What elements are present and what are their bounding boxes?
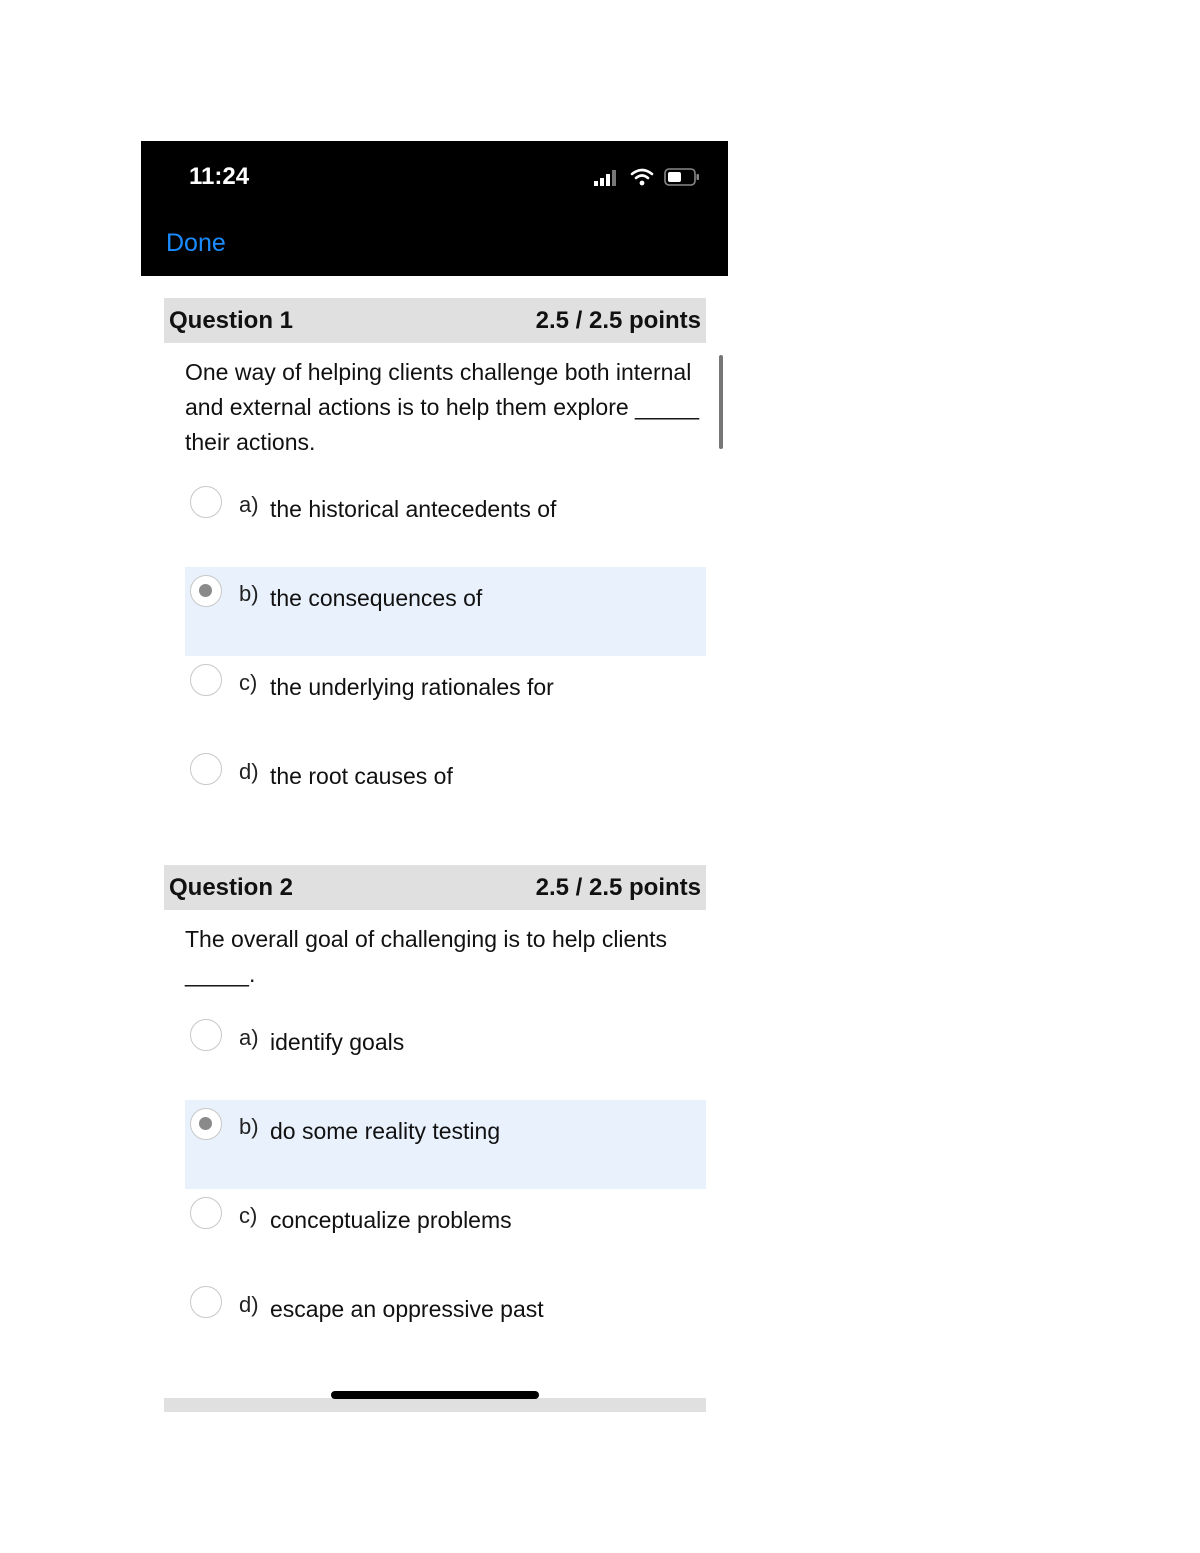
option-text: the historical antecedents of bbox=[270, 496, 557, 522]
question-2-option-a[interactable] bbox=[185, 1011, 706, 1100]
question-2-option-d[interactable] bbox=[185, 1278, 706, 1367]
question-title: Question 2 bbox=[169, 873, 294, 901]
option-text: the underlying rationales for bbox=[270, 674, 554, 700]
radio-button[interactable] bbox=[190, 1286, 222, 1318]
radio-button[interactable] bbox=[190, 1019, 222, 1051]
option-text: do some reality testing bbox=[270, 1118, 501, 1144]
question-1-header bbox=[164, 298, 706, 343]
option-text: the consequences of bbox=[270, 585, 483, 611]
phone-status-header bbox=[141, 141, 728, 276]
question-2-header bbox=[164, 865, 706, 910]
radio-button-selected[interactable] bbox=[190, 575, 222, 607]
option-letter: b) bbox=[239, 581, 259, 606]
option-text: conceptualize problems bbox=[270, 1207, 512, 1233]
question-title: Question 1 bbox=[169, 306, 294, 334]
option-letter: c) bbox=[239, 1203, 258, 1228]
option-letter: a) bbox=[239, 492, 259, 517]
option-letter: c) bbox=[239, 670, 258, 695]
option-text: identify goals bbox=[270, 1029, 405, 1055]
next-question-header-partial bbox=[164, 1398, 706, 1412]
status-icons bbox=[594, 165, 700, 189]
done-button[interactable]: Done bbox=[166, 229, 226, 257]
option-letter: a) bbox=[239, 1025, 259, 1050]
home-indicator[interactable] bbox=[331, 1391, 539, 1399]
option-letter: d) bbox=[239, 1292, 259, 1317]
radio-button[interactable] bbox=[190, 1197, 222, 1229]
radio-button-selected[interactable] bbox=[190, 1108, 222, 1140]
radio-button[interactable] bbox=[190, 664, 222, 696]
question-points: 2.5 / 2.5 points bbox=[535, 306, 701, 334]
question-2-option-b[interactable] bbox=[185, 1100, 706, 1189]
option-letter: d) bbox=[239, 759, 259, 784]
question-1-option-a[interactable] bbox=[185, 478, 706, 567]
signal-icon bbox=[594, 168, 620, 186]
question-1-option-d[interactable] bbox=[185, 745, 706, 834]
option-text: escape an oppressive past bbox=[270, 1296, 544, 1322]
question-2-option-c[interactable] bbox=[185, 1189, 706, 1278]
option-text: the root causes of bbox=[270, 763, 453, 789]
option-letter: b) bbox=[239, 1114, 259, 1139]
question-1-option-c[interactable] bbox=[185, 656, 706, 745]
status-time: 11:24 bbox=[189, 163, 250, 190]
scroll-indicator[interactable] bbox=[719, 355, 723, 449]
question-2-text: The overall goal of challenging is to help clients _____. bbox=[185, 926, 668, 987]
question-points: 2.5 / 2.5 points bbox=[535, 873, 701, 901]
battery-icon bbox=[664, 168, 700, 186]
radio-button[interactable] bbox=[190, 486, 222, 518]
question-1-option-b[interactable] bbox=[185, 567, 706, 656]
question-1-text: One way of helping clients challenge both internal and external actions is to help them explore _____ their actions. bbox=[185, 359, 699, 455]
wifi-icon bbox=[630, 168, 654, 186]
radio-button[interactable] bbox=[190, 753, 222, 785]
